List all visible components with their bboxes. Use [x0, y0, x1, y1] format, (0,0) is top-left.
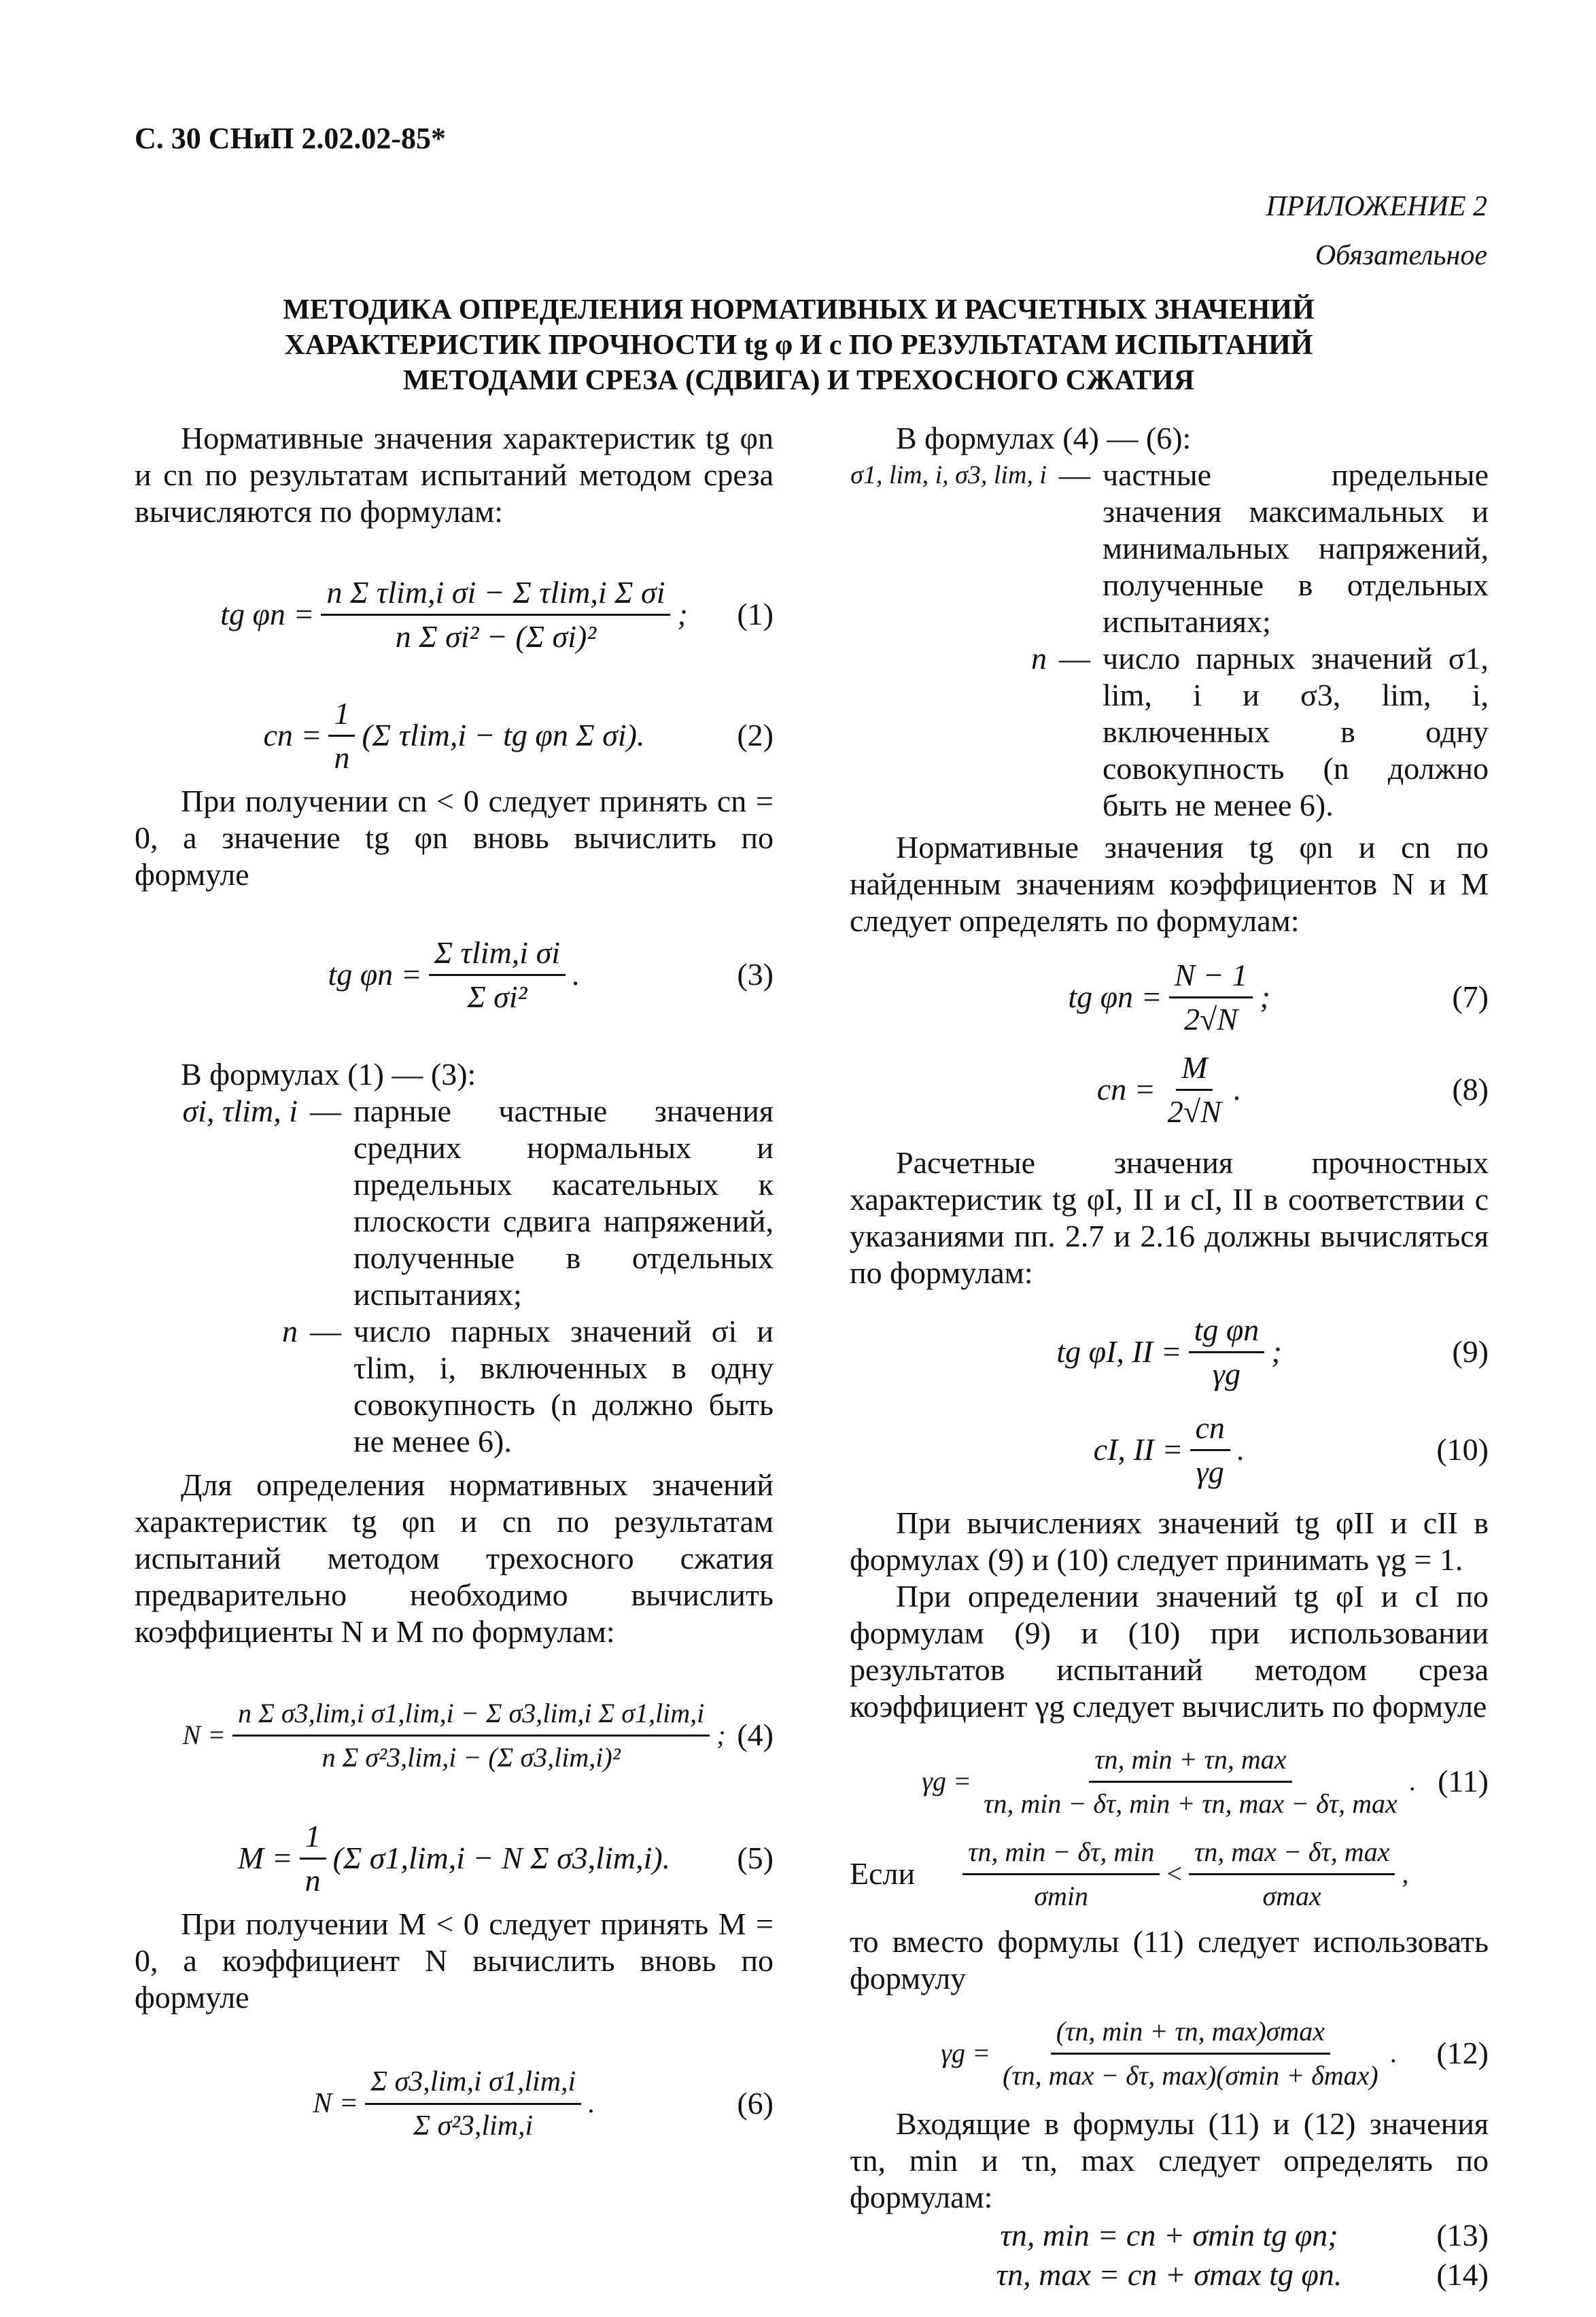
gamma-calc-paragraph: При определении значений tg φI и cI по формулам (9) и (10) при использовании результатов испытаний методом среза коэффициент γg следует вычислить по формуле	[850, 1579, 1489, 1724]
definition-term: σ1, lim, i, σ3, lim, i	[850, 461, 1047, 489]
formula-13	[850, 2216, 1489, 2255]
formula-4-lhs: N =	[182, 1720, 226, 1750]
formula-8-lhs: cn =	[1096, 1072, 1156, 1107]
formula-11	[850, 1737, 1489, 1826]
formula-5-denominator: n	[305, 1862, 321, 1898]
formula-2-fraction	[328, 695, 355, 776]
inequality-tail: ,	[1402, 1858, 1409, 1889]
formula-11-numerator: τn, min + τn, max	[1089, 1741, 1291, 1783]
formula-4: N = $\frac{\text{n Σ σ3,lim,i σ1,lim,i − Σ σ3,lim,i Σ σ1,lim,i}}{\text{n Σ σ²3,lim,i − (Σ σ3,lim,i)²}}$ ; (4)	[135, 1664, 774, 1807]
formula-1: tg φn = $\frac{\text{n Σ τlim,i σi − Σ τlim,i Σ σi}}{\text{n Σ σi² − (Σ σi)²}}$ ; (1)	[220, 574, 774, 654]
formula-4-denominator: n Σ σ²3,lim,i − (Σ σ3,lim,i)²	[322, 1741, 621, 1773]
inequality	[850, 1830, 1489, 1918]
formula-12-lhs: γg =	[941, 2038, 991, 2068]
formula-10-fraction	[1190, 1410, 1230, 1491]
formula-8-number: (8)	[1452, 1072, 1489, 1107]
inequality-left-numerator: τn, min − δτ, min	[962, 1834, 1160, 1875]
formula-12-number: (12)	[1436, 2036, 1489, 2070]
formula-14	[850, 2255, 1489, 2295]
definition-text: число парных значений σi и τlim, i, включенных в одну совокупность (n должно быть не менее 6).	[353, 1314, 774, 1459]
gamma-one-paragraph: При вычислениях значений tg φII и cII в формулах (9) и (10) следует принимать γg = 1.	[850, 1505, 1489, 1577]
formula-5-number: (5)	[737, 1841, 774, 1875]
formula-2	[135, 695, 774, 776]
formula-5-rhs: (Σ σ1,lim,i − N Σ σ3,lim,i).	[332, 1841, 671, 1875]
definition-n: n — число парных значений σi и τlim, i, включенных в одну совокупность (n должно быть не менее 6).	[135, 1313, 774, 1460]
formula-8-fraction	[1162, 1049, 1227, 1130]
formula-12-denominator: (τn, max − δτ, max)(σmin + δmax)	[1003, 2059, 1378, 2091]
triaxial-paragraph: Для определения нормативных значений характеристик tg φn и cn по результатам испытаний методом трехосного сжатия предварительно необходимо вычислить коэффициенты N и M по формулам:	[135, 1467, 774, 1649]
formula-2-numerator: 1	[328, 695, 355, 737]
page-header: С. 30 СНиП 2.02.02-85*	[135, 122, 447, 155]
formula-11-number: (11)	[1438, 1764, 1489, 1798]
formula-8-denominator: 2√N	[1167, 1094, 1221, 1129]
title-line-2: ХАРАКТЕРИСТИК ПРОЧНОСТИ tg φ И c ПО РЕЗУЛЬТАТАМ ИСПЫТАНИЙ	[284, 330, 1313, 361]
formula-10-tail: .	[1236, 1432, 1245, 1467]
formula-12	[850, 2009, 1489, 2097]
definition-text: парные частные значения средних нормальных и предельных касательных к плоскости сдвига напряжений, полученные в отдельных испытаниях;	[353, 1094, 774, 1312]
definition-sigma-tau: σi, τlim, i — парные частные значения средних нормальных и предельных касательных к плоскости сдвига напряжений, полученные в отдельных испытаниях;	[135, 1093, 774, 1313]
title-line-3: МЕТОДАМИ СРЕЗА (СДВИГА) И ТРЕХОСНОГО СЖАТИЯ	[402, 365, 1195, 396]
formula-5	[135, 1817, 774, 1899]
formula-1-number: (1)	[737, 597, 774, 631]
formula-7-number: (7)	[1452, 979, 1489, 1014]
formula-2-rhs: (Σ τlim,i − tg φn Σ σi).	[362, 718, 645, 752]
formula-7-fraction	[1169, 957, 1253, 1038]
formula-2-denominator: n	[334, 739, 350, 775]
formula-7-lhs: tg φn =	[1068, 979, 1162, 1014]
formula-14-text: τn, max = cn + σmax tg φn.	[996, 2257, 1342, 2292]
definition-text: частные предельные значения максимальных и минимальных напряжений, полученные в отдельных испытаниях;	[1103, 457, 1489, 639]
formula-12-numerator: (τn, min + τn, max)σmax	[1051, 2013, 1330, 2055]
formula-8-numerator: M	[1176, 1049, 1213, 1091]
formula-3-fraction	[429, 935, 566, 1015]
formula-4-number: (4)	[737, 1718, 774, 1752]
negative-m-paragraph: При получении M < 0 следует принять M = 0, а коэффициент N вычислить вновь по формуле	[135, 1906, 774, 2015]
formula-13-number: (13)	[1436, 2218, 1489, 2252]
appendix-status: Обязательное	[1315, 240, 1487, 271]
design-values-paragraph: Расчетные значения прочностных характеристик tg φI, II и cI, II в соответствии с указаниями пп. 2.7 и 2.16 должны вычисляться по формулам:	[850, 1145, 1489, 1290]
inequality-operator: <	[1166, 1858, 1182, 1889]
formula-4-fraction	[232, 1695, 710, 1776]
formula-1-numerator: n Σ τlim,i σi − Σ τlim,i Σ σi	[321, 574, 670, 616]
formula-12-tail: .	[1390, 2038, 1398, 2068]
formula-13-text: τn, min = cn + σmin tg φn;	[1000, 2218, 1338, 2252]
formula-12-fraction	[997, 2013, 1384, 2094]
formula-5-lhs: M =	[237, 1841, 293, 1875]
formula-5-fraction	[300, 1818, 326, 1899]
section-title	[156, 292, 1441, 398]
instead-paragraph: то вместо формулы (11) следует использовать формулу	[850, 1924, 1489, 1996]
formula-7	[850, 953, 1489, 1041]
inequality-right-numerator: τn, max − δτ, max	[1189, 1834, 1395, 1875]
definition-term: n	[282, 1314, 298, 1348]
incoming-paragraph: Входящие в формулы (11) и (12) значения τn, min и τn, max следует определять по формулам:	[850, 2106, 1489, 2214]
formula-2-number: (2)	[737, 718, 774, 752]
formula-11-fraction	[978, 1741, 1403, 1822]
formula-1-fraction	[321, 574, 670, 655]
formula-6-number: (6)	[737, 2086, 774, 2121]
definition-sigma1-sigma3: σ1, lim, i, σ3, lim, i — частные предельные значения максимальных и минимальных напряжений, полученные в отдельных испытаниях;	[850, 457, 1489, 639]
definition-term: n	[1031, 641, 1047, 676]
definition-n-triaxial: n — число парных значений σ1, lim, i и σ3, lim, i, включенных в одну совокупность (n должно быть не менее 6).	[850, 640, 1489, 824]
inequality-left-fraction	[962, 1834, 1160, 1915]
formula-4-numerator: n Σ σ3,lim,i σ1,lim,i − Σ σ3,lim,i Σ σ1,lim,i	[232, 1695, 710, 1737]
inequality-right-denominator: σmax	[1262, 1880, 1321, 1911]
formula-9-number: (9)	[1452, 1334, 1489, 1369]
from-nm-paragraph: Нормативные значения tg φn и cn по найденным значениям коэффициентов N и M следует определять по формулам:	[850, 830, 1489, 938]
formula-3: tg φn = $\frac{\text{Σ τlim,i σi}}{\text{Σ σi²}}$ . (3)	[328, 935, 774, 1014]
formula-6-fraction	[365, 2063, 581, 2144]
defs-4-6-intro: В формулах (4) — (6):	[896, 421, 1192, 455]
inequality-right-fraction	[1189, 1834, 1395, 1915]
formula-3-number: (3)	[737, 957, 774, 992]
appendix-label: ПРИЛОЖЕНИЕ 2	[1266, 191, 1487, 222]
formula-7-tail: ;	[1260, 979, 1270, 1014]
formula-10-number: (10)	[1436, 1432, 1489, 1467]
formula-6: N = $\frac{\text{Σ σ3,lim,i σ1,lim,i}}{\text{Σ σ²3,lim,i}}$ . (6)	[135, 2032, 774, 2175]
formula-6-denominator: Σ σ²3,lim,i	[413, 2110, 534, 2142]
formula-10	[850, 1406, 1489, 1494]
formula-10-lhs: cI, II =	[1093, 1432, 1183, 1467]
formula-3-denominator: Σ σi²	[467, 979, 527, 1014]
formula-6-lhs: N =	[313, 2088, 359, 2119]
definition-term: σi, τlim, i	[182, 1094, 298, 1128]
formula-9-denominator: γg	[1212, 1356, 1241, 1391]
formula-11-tail: .	[1409, 1766, 1417, 1796]
formula-9-fraction	[1189, 1312, 1265, 1393]
right-column	[850, 420, 1489, 2295]
formula-9-lhs: tg φI, II =	[1056, 1334, 1182, 1369]
formula-7-denominator: 2√N	[1184, 1001, 1238, 1036]
formula-3-lhs: tg φn =	[328, 957, 422, 992]
formula-10-numerator: cn	[1190, 1410, 1230, 1451]
formula-11-lhs: γg =	[922, 1766, 972, 1796]
formula-9-numerator: tg φn	[1189, 1312, 1265, 1353]
formula-8	[850, 1045, 1489, 1134]
formula-1-lhs: tg φn =	[220, 597, 315, 631]
formula-1-denominator: n Σ σi² − (Σ σi)²	[395, 619, 597, 654]
if-word: Если	[850, 1856, 916, 1891]
formula-11-denominator: τn, min − δτ, min + τn, max − δτ, max	[984, 1788, 1398, 1819]
formula-2-lhs: cn =	[263, 718, 322, 752]
formula-9	[850, 1308, 1489, 1396]
formula-8-tail: .	[1233, 1072, 1242, 1107]
title-line-1: МЕТОДИКА ОПРЕДЕЛЕНИЯ НОРМАТИВНЫХ И РАСЧЕТНЫХ ЗНАЧЕНИЙ	[283, 294, 1315, 326]
formula-14-number: (14)	[1436, 2257, 1489, 2292]
formula-5-numerator: 1	[300, 1818, 326, 1860]
defs-1-3-intro: В формулах (1) — (3):	[181, 1057, 476, 1092]
intro-paragraph: Нормативные значения характеристик tg φn и cn по результатам испытаний методом среза вычисляются по формулам:	[135, 421, 774, 529]
formula-9-tail: ;	[1271, 1334, 1282, 1369]
formula-7-numerator: N − 1	[1169, 957, 1253, 998]
definition-text: число парных значений σ1, lim, i и σ3, lim, i, включенных в одну совокупность (n должно быть не менее 6).	[1103, 641, 1489, 822]
zero-cohesion-paragraph: При получении cn < 0 следует принять cn = 0, а значение tg φn вновь вычислить по формуле	[135, 784, 774, 892]
formula-3-numerator: Σ τlim,i σi	[429, 935, 566, 976]
formula-10-denominator: γg	[1196, 1454, 1224, 1489]
inequality-left-denominator: σmin	[1034, 1880, 1089, 1911]
formula-6-numerator: Σ σ3,lim,i σ1,lim,i	[365, 2063, 581, 2105]
left-column	[135, 420, 774, 2175]
